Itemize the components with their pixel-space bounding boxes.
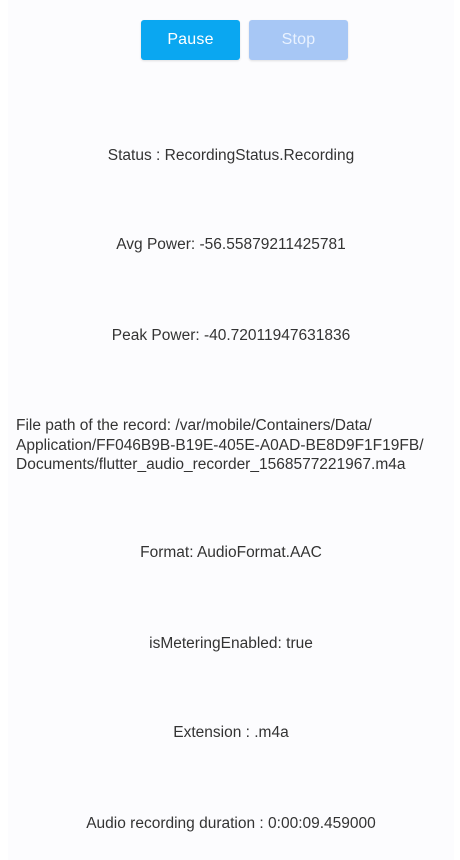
status-text: Status : RecordingStatus.Recording (107, 147, 355, 164)
file-path-text (16, 416, 456, 475)
file-path-line-1: File path of the record: /var/mobile/Containers/Data/ (16, 417, 372, 434)
file-path-line-2: Application/FF046B9B-B19E-405E-A0AD-BE8D9F1F19FB/ (16, 436, 424, 454)
extension-text: Extension : .m4a (173, 724, 289, 741)
format-text: Format: AudioFormat.AAC (140, 544, 322, 561)
peak-power-text: Peak Power: -40.72011947631836 (111, 327, 351, 344)
file-path-line-3: Documents/flutter_audio_recorder_1568577221967.m4a (16, 456, 406, 473)
stop-button[interactable]: Stop (249, 20, 348, 60)
metering-text: isMeteringEnabled: true (149, 635, 313, 652)
avg-power-text: Avg Power: -56.55879211425781 (116, 236, 346, 253)
duration-text: Audio recording duration : 0:00:09.459000 (86, 815, 376, 832)
pause-button[interactable]: Pause (141, 20, 240, 60)
